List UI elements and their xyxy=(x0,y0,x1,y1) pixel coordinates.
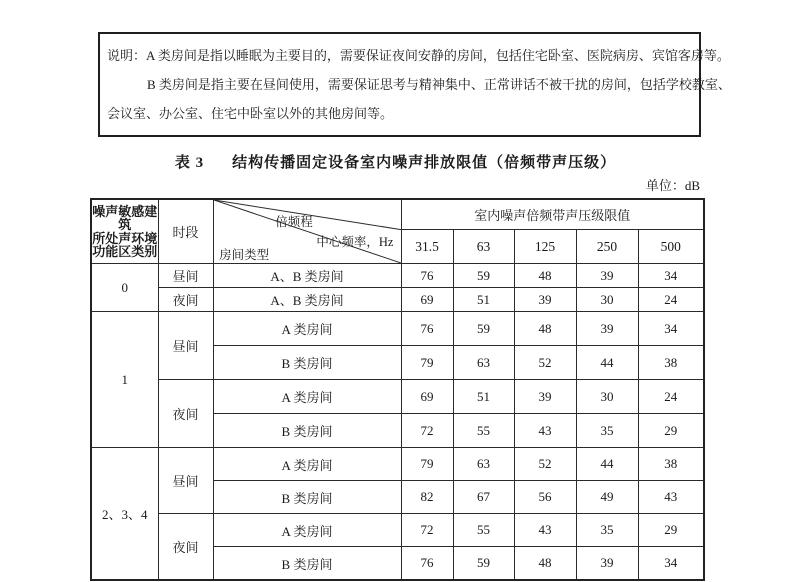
header-freq-label-line2: 中心频率，Hz xyxy=(316,235,394,250)
cell-value: 79 xyxy=(401,346,453,380)
header-period: 时段 xyxy=(158,199,213,264)
cell-value: 30 xyxy=(576,288,638,312)
cell-value: 39 xyxy=(514,380,576,414)
cell-value: 69 xyxy=(401,380,453,414)
cell-value: 29 xyxy=(638,514,704,547)
cell-value: 67 xyxy=(453,481,514,514)
cell-value: 44 xyxy=(576,346,638,380)
cell-value: 34 xyxy=(638,264,704,288)
cell-value: 63 xyxy=(453,448,514,481)
cell-room-type: A、B 类房间 xyxy=(213,264,401,288)
cell-room-type: A 类房间 xyxy=(213,312,401,346)
header-category-line-3: 功能区类别 xyxy=(92,244,158,259)
header-limits: 室内噪声倍频带声压级限值 xyxy=(401,199,704,230)
cell-value: 63 xyxy=(453,346,514,380)
cell-period: 夜间 xyxy=(158,380,213,448)
cell-period: 昼间 xyxy=(158,448,213,514)
cell-room-type: B 类房间 xyxy=(213,481,401,514)
cell-value: 39 xyxy=(576,312,638,346)
header-frequency: 500 xyxy=(638,230,704,264)
noise-limits-table xyxy=(90,198,705,581)
table-title xyxy=(0,151,791,172)
cell-value: 35 xyxy=(576,414,638,448)
cell-value: 48 xyxy=(514,312,576,346)
cell-value: 79 xyxy=(401,448,453,481)
cell-value: 43 xyxy=(514,514,576,547)
cell-value: 39 xyxy=(576,264,638,288)
cell-category: 1 xyxy=(91,312,158,448)
cell-room-type: A 类房间 xyxy=(213,514,401,547)
cell-value: 30 xyxy=(576,380,638,414)
header-category-line-1: 噪声敏感建筑 xyxy=(92,203,158,232)
header-freq-label-line1: 倍频程 xyxy=(275,214,313,229)
header-room-type-label: 房间类型 xyxy=(219,248,270,263)
cell-value: 76 xyxy=(401,312,453,346)
cell-value: 34 xyxy=(638,312,704,346)
cell-value: 56 xyxy=(514,481,576,514)
cell-room-type: A 类房间 xyxy=(213,380,401,414)
table-title-text: 结构传播固定设备室内噪声排放限值（倍频带声压级） xyxy=(232,155,617,171)
cell-value: 24 xyxy=(638,288,704,312)
header-frequency: 63 xyxy=(453,230,514,264)
cell-period: 夜间 xyxy=(158,288,213,312)
cell-value: 51 xyxy=(453,380,514,414)
header-diagonal-cell xyxy=(213,199,401,264)
cell-value: 51 xyxy=(453,288,514,312)
cell-value: 38 xyxy=(638,346,704,380)
cell-value: 29 xyxy=(638,414,704,448)
unit-label: 单位：dB xyxy=(645,178,700,193)
cell-value: 48 xyxy=(514,264,576,288)
cell-period: 昼间 xyxy=(158,264,213,288)
cell-room-type: B 类房间 xyxy=(213,346,401,380)
cell-room-type: B 类房间 xyxy=(213,547,401,581)
cell-period: 夜间 xyxy=(158,514,213,581)
cell-room-type: A 类房间 xyxy=(213,448,401,481)
table-number: 表 3 xyxy=(174,155,205,171)
cell-value: 72 xyxy=(401,514,453,547)
cell-value: 44 xyxy=(576,448,638,481)
cell-value: 76 xyxy=(401,547,453,581)
cell-room-type: B 类房间 xyxy=(213,414,401,448)
cell-value: 24 xyxy=(638,380,704,414)
cell-value: 52 xyxy=(514,346,576,380)
header-frequency: 31.5 xyxy=(401,230,453,264)
cell-value: 82 xyxy=(401,481,453,514)
cell-value: 72 xyxy=(401,414,453,448)
header-frequency: 250 xyxy=(576,230,638,264)
cell-value: 38 xyxy=(638,448,704,481)
note-box xyxy=(98,32,731,137)
note-line-1: 说明：A 类房间是指以睡眠为主要目的，需要保证夜间安静的房间，包括住宅卧室、医院病房、宾馆客房等。 xyxy=(107,48,730,63)
cell-value: 55 xyxy=(453,414,514,448)
header-category-line-2: 所处声环境 xyxy=(92,230,158,246)
cell-value: 35 xyxy=(576,514,638,547)
cell-value: 39 xyxy=(576,547,638,581)
cell-value: 59 xyxy=(453,264,514,288)
note-line-2: B 类房间是指主要在昼间使用，需要保证思考与精神集中、正常讲话不被干扰的房间，包括学校教室、 xyxy=(147,77,731,92)
cell-value: 59 xyxy=(453,312,514,346)
cell-value: 43 xyxy=(514,414,576,448)
cell-value: 39 xyxy=(514,288,576,312)
cell-value: 34 xyxy=(638,547,704,581)
cell-value: 55 xyxy=(453,514,514,547)
cell-value: 43 xyxy=(638,481,704,514)
header-category xyxy=(91,199,158,264)
note-line-3: 会议室、办公室、住宅中卧室以外的其他房间等。 xyxy=(107,106,394,121)
cell-value: 48 xyxy=(514,547,576,581)
header-frequency: 125 xyxy=(514,230,576,264)
cell-value: 49 xyxy=(576,481,638,514)
cell-value: 59 xyxy=(453,547,514,581)
cell-category: 0 xyxy=(91,264,158,312)
cell-period: 昼间 xyxy=(158,312,213,380)
cell-category: 2、3、4 xyxy=(91,448,158,581)
cell-value: 52 xyxy=(514,448,576,481)
cell-value: 76 xyxy=(401,264,453,288)
cell-room-type: A、B 类房间 xyxy=(213,288,401,312)
cell-value: 69 xyxy=(401,288,453,312)
